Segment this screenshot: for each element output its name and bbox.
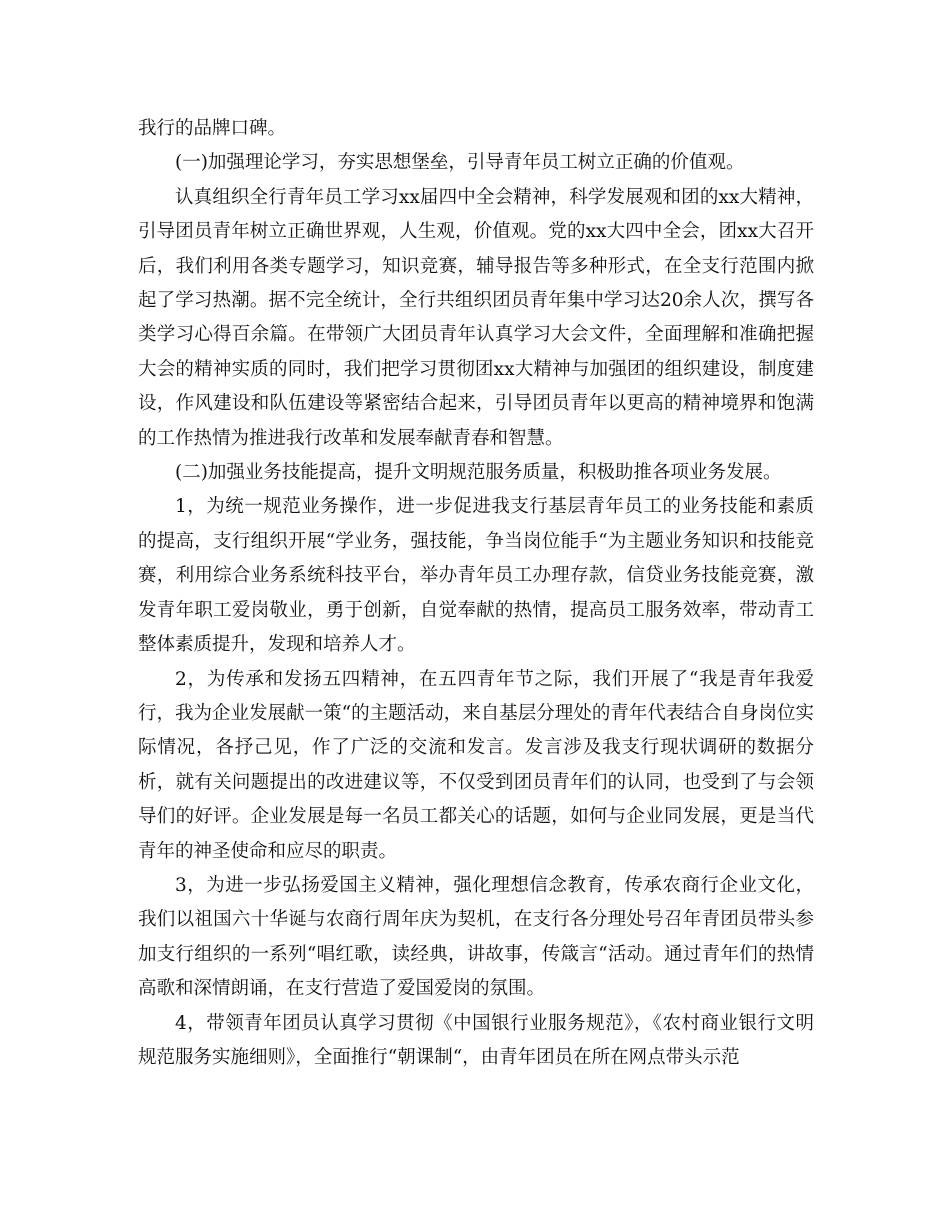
paragraph-item-2: 2，为传承和发扬五四精神，在五四青年节之际，我们开展了“我是青年我爱行，我为企业发展献一策“的主题活动，来自基层分理处的青年代表结合自身岗位实际情况，各抒己见，作了广泛的交流和发言。发言涉及我支行现状调研的数据分析，就有关问题提出的改进建议等，不仅受到团员青年们的认同，也受到了与会领导们的好评。企业发展是每一名员工都关心的话题，如何与企业同发展，更是当代青年的神圣使命和应尽的职责。 xyxy=(138,668,814,862)
paragraph-theory-study: 认真组织全行青年员工学习xx届四中全会精神，科学发展观和团的xx大精神，引导团员青年树立正确世界观，人生观，价值观。党的xx大四中全会，团xx大召开后，我们利用各类专题学习，知识竞赛，辅导报告等多种形式，在全支行范围内掀起了学习热潮。据不完全统计，全行共组织团员青年集中学习达20余人次，撰写各类学习心得百余篇。在带领广大团员青年认真学习大会文件，全面理解和准确把握大会的精神实质的同时，我们把学习贯彻团xx大精神与加强团的组织建设，制度建设，作风建设和队伍建设等紧密结合起来，引导团员青年以更高的精神境界和饱满的工作热情为推进我行改革和发展奉献青春和智慧。 xyxy=(138,186,814,449)
section-heading-1: (一)加强理论学习，夯实思想堡垒，引导青年员工树立正确的价值观。 xyxy=(175,152,745,174)
document-body xyxy=(138,112,814,1075)
paragraph-item-3: 3，为进一步弘扬爱国主义精神，强化理想信念教育，传承农商行企业文化，我们以祖国六十华诞与农商行周年庆为契机，在支行各分理处号召年青团员带头参加支行组织的一系列“唱红歌，读经典，讲故事，传箴言“活动。通过青年们的热情高歌和深情朗诵，在支行营造了爱国爱岗的氛围。 xyxy=(138,874,814,1000)
paragraph-item-1: 1，为统一规范业务操作，进一步促进我支行基层青年员工的业务技能和素质的提高，支行组织开展“学业务，强技能，争当岗位能手“为主题业务知识和技能竞赛，利用综合业务系统科技平台，举办青年员工办理存款，信贷业务技能竞赛，激发青年职工爱岗敬业，勇于创新，自觉奉献的热情，提高员工服务效率，带动青工整体素质提升，发现和培养人才。 xyxy=(138,496,814,656)
section-heading-2: (二)加强业务技能提高，提升文明规范服务质量，积极助推各项业务发展。 xyxy=(175,462,782,484)
paragraph-continuation: 我行的品牌口碑。 xyxy=(138,118,287,139)
paragraph-item-4: 4，带领青年团员认真学习贯彻《中国银行业服务规范》，《农村商业银行文明规范服务实施细则》，全面推行“朝课制“，由青年团员在所在网点带头示范 xyxy=(138,1012,814,1068)
